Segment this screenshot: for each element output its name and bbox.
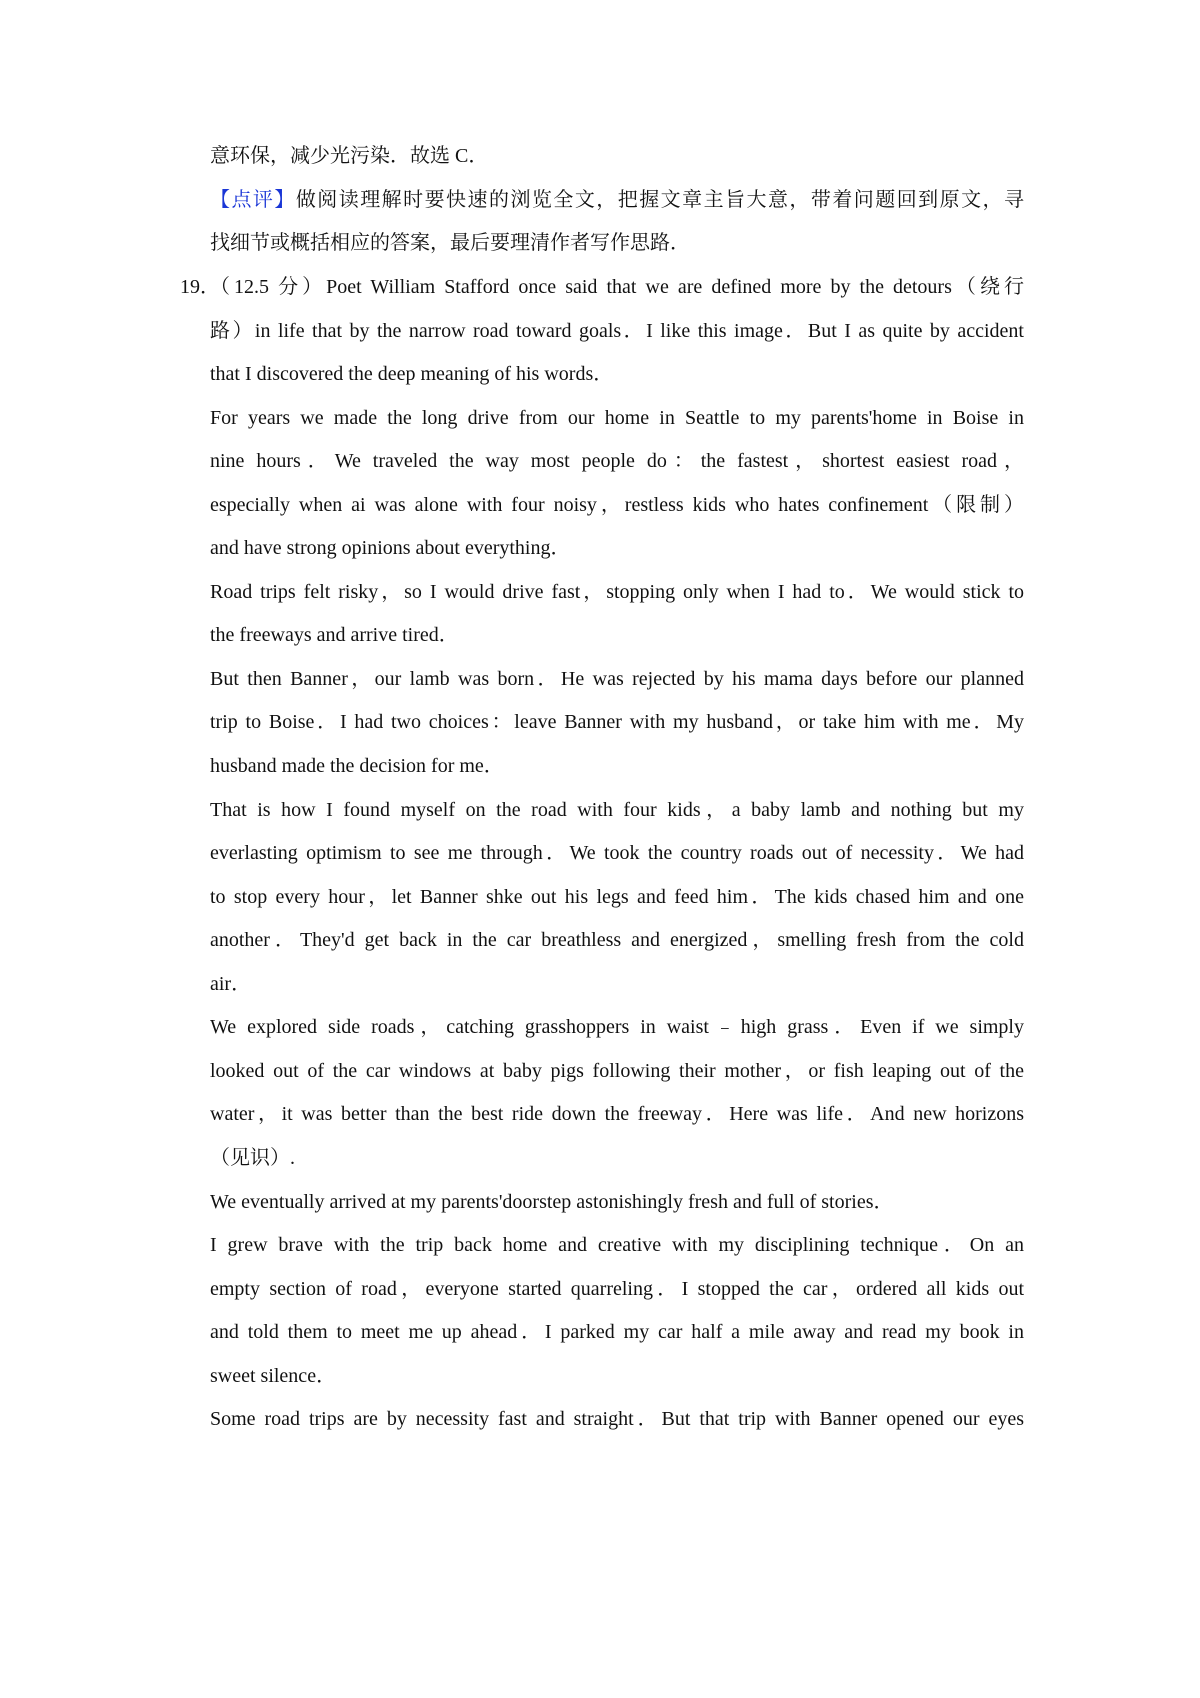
passage-line: We explored side roads，catching grasshoppers in waist﹣high grass．Even if we simply bbox=[210, 1016, 1024, 1038]
passage-line: air． bbox=[210, 973, 252, 995]
comment-tag: 【点评】 bbox=[210, 189, 296, 211]
passage-line: and told them to meet me up ahead．I parked my car half a mile away and read my book in bbox=[210, 1321, 1024, 1343]
passage-line: Road trips felt risky，so I would drive fast，stopping only when I had to．We would stick to bbox=[210, 581, 1024, 603]
answer-continuation bbox=[210, 142, 1024, 170]
passage-line: （见识）. bbox=[210, 1147, 295, 1169]
passage-line: everlasting optimism to see me through．We took the country roads out of necessity．We had bbox=[210, 842, 1024, 864]
comment-text-2: 找细节或概括相应的答案，最后要理清作者写作思路． bbox=[210, 232, 690, 254]
question-number: 19． bbox=[180, 276, 220, 298]
passage-line: trip to Boise．I had two choices：leave Banner with my husband，or take him with me．My bbox=[210, 711, 1024, 733]
passage-line: and have strong opinions about everything． bbox=[210, 537, 571, 559]
passage-line: That is how I found myself on the road with four kids，a baby lamb and nothing but my bbox=[210, 799, 1024, 821]
passage-line: （12.5 分）Poet William Stafford once said that we are defined more by the detours（绕行 bbox=[210, 276, 1024, 298]
passage-line: 路）in life that by the narrow road toward goals．I like this image．But I as quite by accident bbox=[210, 320, 1024, 342]
passage-line: sweet silence． bbox=[210, 1365, 337, 1387]
comment-line-2 bbox=[210, 229, 1024, 257]
passage-line: But then Banner，our lamb was born．He was rejected by his mama days before our planned bbox=[210, 668, 1024, 690]
comment-text-1: 做阅读理解时要快速的浏览全文，把握文章主旨大意，带着问题回到原文，寻 bbox=[295, 189, 1025, 211]
passage-line: especially when ai was alone with four noisy，restless kids who hates confinement（限制） bbox=[210, 494, 1024, 516]
passage-line: For years we made the long drive from our home in Seattle to my parents'home in Boise in bbox=[210, 407, 1024, 429]
passage-line: that I discovered the deep meaning of his words． bbox=[210, 363, 614, 385]
passage-line: husband made the decision for me． bbox=[210, 755, 504, 777]
passage-line: water，it was better than the best ride down the freeway．Here was life．And new horizons bbox=[210, 1103, 1024, 1125]
passage-line: We eventually arrived at my parents'doorstep astonishingly fresh and full of stories． bbox=[210, 1191, 894, 1213]
passage-line: empty section of road，everyone started quarreling．I stopped the car，ordered all kids out bbox=[210, 1278, 1024, 1300]
comment-line-1 bbox=[210, 186, 1024, 214]
passage-line: Some road trips are by necessity fast and straight．But that trip with Banner opened our eyes bbox=[210, 1408, 1024, 1430]
passage-line: I grew brave with the trip back home and creative with my disciplining technique．On an bbox=[210, 1234, 1024, 1256]
passage-line: to stop every hour，let Banner shke out his legs and feed him．The kids chased him and one bbox=[210, 886, 1024, 908]
passage-line: nine hours．We traveled the way most people do：the fastest，shortest easiest road， bbox=[210, 450, 1024, 472]
passage-line: another．They'd get back in the car breathless and energized，smelling fresh from the cold bbox=[210, 929, 1024, 951]
passage-line: the freeways and arrive tired． bbox=[210, 624, 459, 646]
answer-text: 意环保，减少光污染．故选 C． bbox=[210, 145, 489, 167]
passage-line: looked out of the car windows at baby pigs following their mother，or fish leaping out of the bbox=[210, 1060, 1024, 1082]
